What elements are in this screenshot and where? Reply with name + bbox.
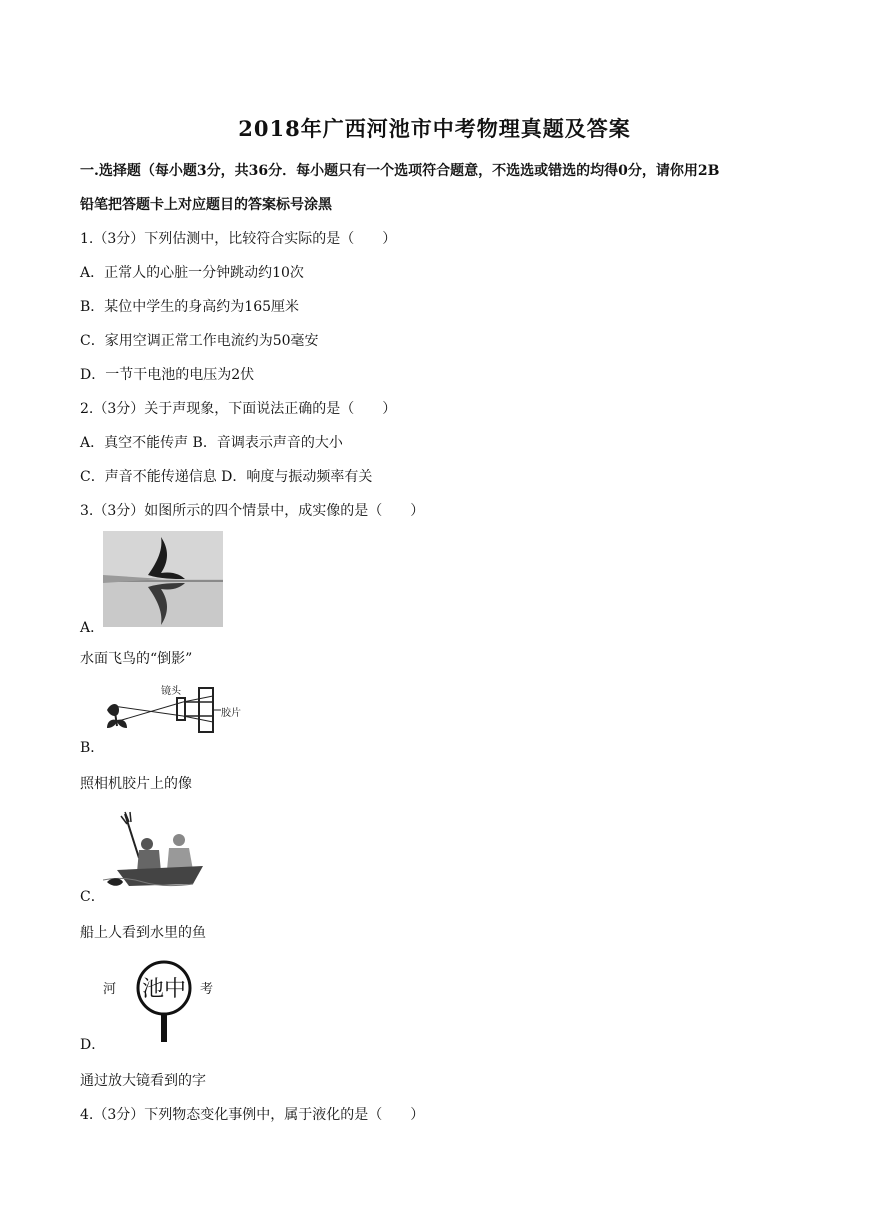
question-1-option-d: D．一节干电池的电压为2伏 — [80, 367, 255, 383]
question-2-options-ab: A．真空不能传声 B．音调表示声音的大小 — [80, 435, 343, 451]
question-2-options-cd: C．声音不能传递信息 D．响度与振动频率有关 — [80, 469, 373, 485]
char-kao: 考 — [200, 982, 214, 997]
question-3-option-c-caption: 船上人看到水里的鱼 — [80, 925, 206, 941]
figure-magnifying-glass — [103, 958, 223, 1044]
question-3-option-a-letter: A． — [80, 620, 105, 636]
question-3-option-b-caption: 照相机胶片上的像 — [80, 776, 192, 792]
question-3-option-d-caption: 通过放大镜看到的字 — [80, 1073, 206, 1089]
question-3-option-d-letter: D． — [80, 1037, 106, 1053]
question-3-option-a-caption: 水面飞鸟的“倒影” — [80, 651, 193, 667]
figure-boat-fishing — [103, 810, 205, 892]
question-3-option-c-letter: C． — [80, 889, 105, 905]
section-heading-line-1: 一.选择题（每小题3分，共36分．每小题只有一个选项符合题意，不选选或错选的均得0分，请你用2B — [80, 163, 720, 179]
question-4-stem: 4.（3分）下列物态变化事例中，属于液化的是（ ） — [80, 1107, 425, 1123]
question-1-stem: 1.（3分）下列估测中，比较符合实际的是（ ） — [80, 231, 397, 247]
section-heading-line-2: 铅笔把答题卡上对应题目的答案标号涂黑 — [80, 197, 332, 213]
question-1-option-c: C．家用空调正常工作电流约为50毫安 — [80, 333, 319, 349]
char-zhong-magnified: 中 — [164, 977, 187, 1002]
char-he: 河 — [103, 982, 117, 997]
question-1-option-a: A．正常人的心脏一分钟跳动约10次 — [80, 265, 304, 281]
camera-lens-label: 镜头 — [161, 686, 181, 697]
camera-film-label: 胶片 — [221, 708, 241, 719]
char-chi-magnified: 池 — [142, 977, 165, 1002]
figure-camera-diagram — [103, 684, 248, 736]
page-title: 2018年广西河池市中考物理真题及答案 — [238, 116, 631, 141]
question-3-option-b-letter: B． — [80, 740, 105, 756]
question-3-stem: 3.（3分）如图所示的四个情景中，成实像的是（ ） — [80, 503, 425, 519]
question-2-stem: 2.（3分）关于声现象，下面说法正确的是（ ） — [80, 401, 397, 417]
figure-bird-reflection — [103, 531, 223, 627]
question-1-option-b: B．某位中学生的身高约为165厘米 — [80, 299, 300, 315]
